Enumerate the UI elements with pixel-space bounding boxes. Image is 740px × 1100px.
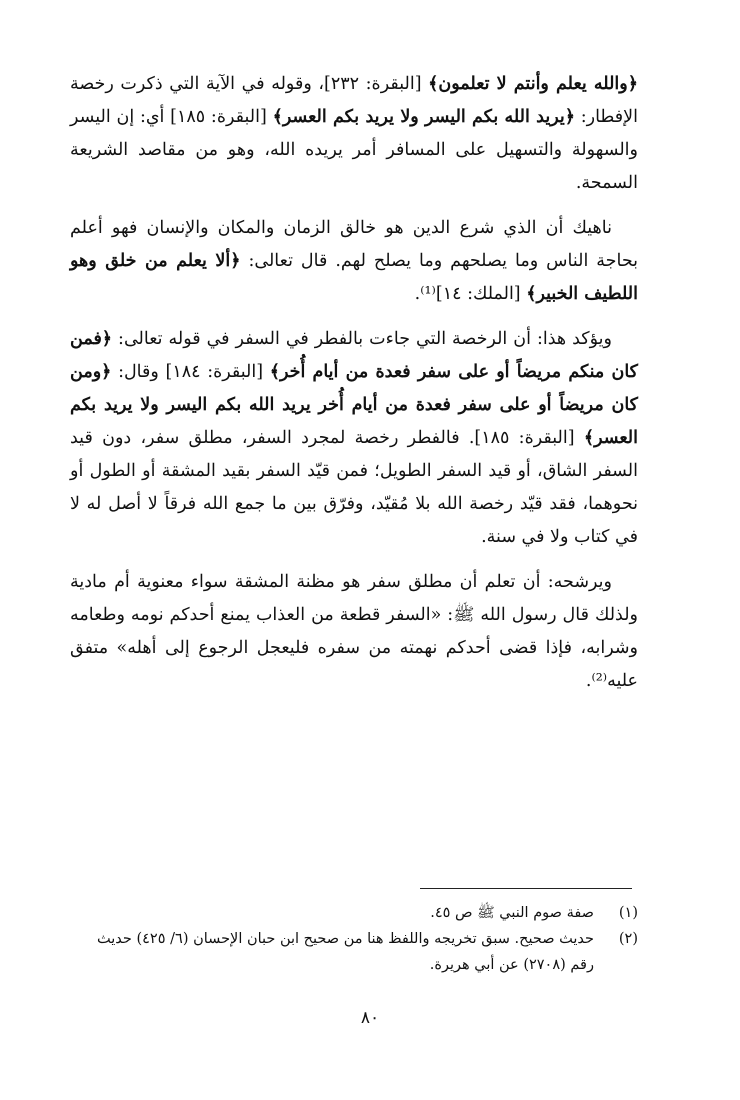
paragraph-1 — [70, 68, 638, 200]
text-segment: [البقرة: ١٨٤] وقال: — [111, 362, 270, 382]
paragraph-3 — [70, 323, 638, 554]
footnote-number: (٢) — [618, 931, 638, 947]
text-segment: [البقرة: ١٨٥]. فالفطر رخصة لمجرد السفر، مطلق سفر، دون قيد السفر الشاق، أو قيد السفر الطويل؛ فمن قيّد السفر بقيد المشقة أو الطول أو نحوهما، فقد قيّد رخصة الله بلا مُقيّد، وفرّق بين ما جمع الله فرقاً لا أصل له لا في كتاب ولا في سنة. — [70, 428, 638, 547]
footnote-text: صفة صوم النبي ﷺ ص ٤٥. — [430, 905, 594, 921]
text-segment: ويؤكد هذا: أن الرخصة التي جاءت بالفطر في السفر في قوله تعالى: — [112, 329, 612, 349]
page-number: ٨٠ — [360, 1008, 380, 1028]
footnote-text: حديث صحيح. سبق تخريجه واللفظ هنا من صحيح ابن حبان الإحسان (٦/ ٤٢٥) حديث رقم (٢٧٠٨) عن أبي هريرة. — [97, 931, 594, 973]
quran-verse: ﴿ومن كان مريضاً أو على سفر فعدة من أيام أُخر يريد الله بكم اليسر ولا يريد بكم العسر﴾ — [70, 362, 638, 448]
footnote-divider — [420, 888, 632, 889]
footnotes — [70, 900, 638, 978]
paragraph-4 — [70, 566, 638, 698]
footnote-2 — [70, 926, 638, 978]
quran-verse: ﴿يريد الله بكم اليسر ولا يريد بكم العسر﴾ — [272, 107, 575, 127]
footnote-number: (١) — [618, 905, 638, 921]
text-segment: ناهيك أن الذي شرع الدين هو خالق الزمان والمكان والإنسان فهو أعلم بحاجة الناس وما يصلحهم وما يصلح لهم. قال تعالى: — [70, 218, 638, 271]
text-segment: [الملك: ١٤]⁽¹⁾. — [414, 284, 527, 304]
text-segment: [البقرة: ٢٣٢]، وقوله في الآية التي ذكرت رخصة الإفطار: — [70, 74, 638, 127]
quran-verse: ﴿فمن كان منكم مريضاً أو على سفر فعدة من أيام أُخر﴾ — [70, 329, 638, 382]
paragraph-2 — [70, 212, 638, 311]
text-segment: ويرشحه: أن تعلم أن مطلق سفر هو مظنة المشقة سواء معنوية أم مادية ولذلك قال رسول الله ﷺ: «السفر قطعة من العذاب يمنع أحدكم نومه وطعامه وشرابه، فإذا قضى أحدكم نهمته من سفره فليعجل الرجوع إلى أهله» متفق عليه⁽²⁾. — [70, 572, 638, 691]
text-segment: [البقرة: ١٨٥] أي: إن اليسر والسهولة والتسهيل على المسافر أمر يريده الله، وهو من مقاصد الشريعة السمحة. — [70, 107, 638, 193]
quran-verse: ﴿ألا يعلم من خلق وهو اللطيف الخبير﴾ — [70, 251, 638, 304]
body-text — [70, 68, 638, 710]
quran-verse: ﴿والله يعلم وأنتم لا تعلمون﴾ — [428, 74, 638, 94]
footnote-1 — [70, 900, 638, 926]
